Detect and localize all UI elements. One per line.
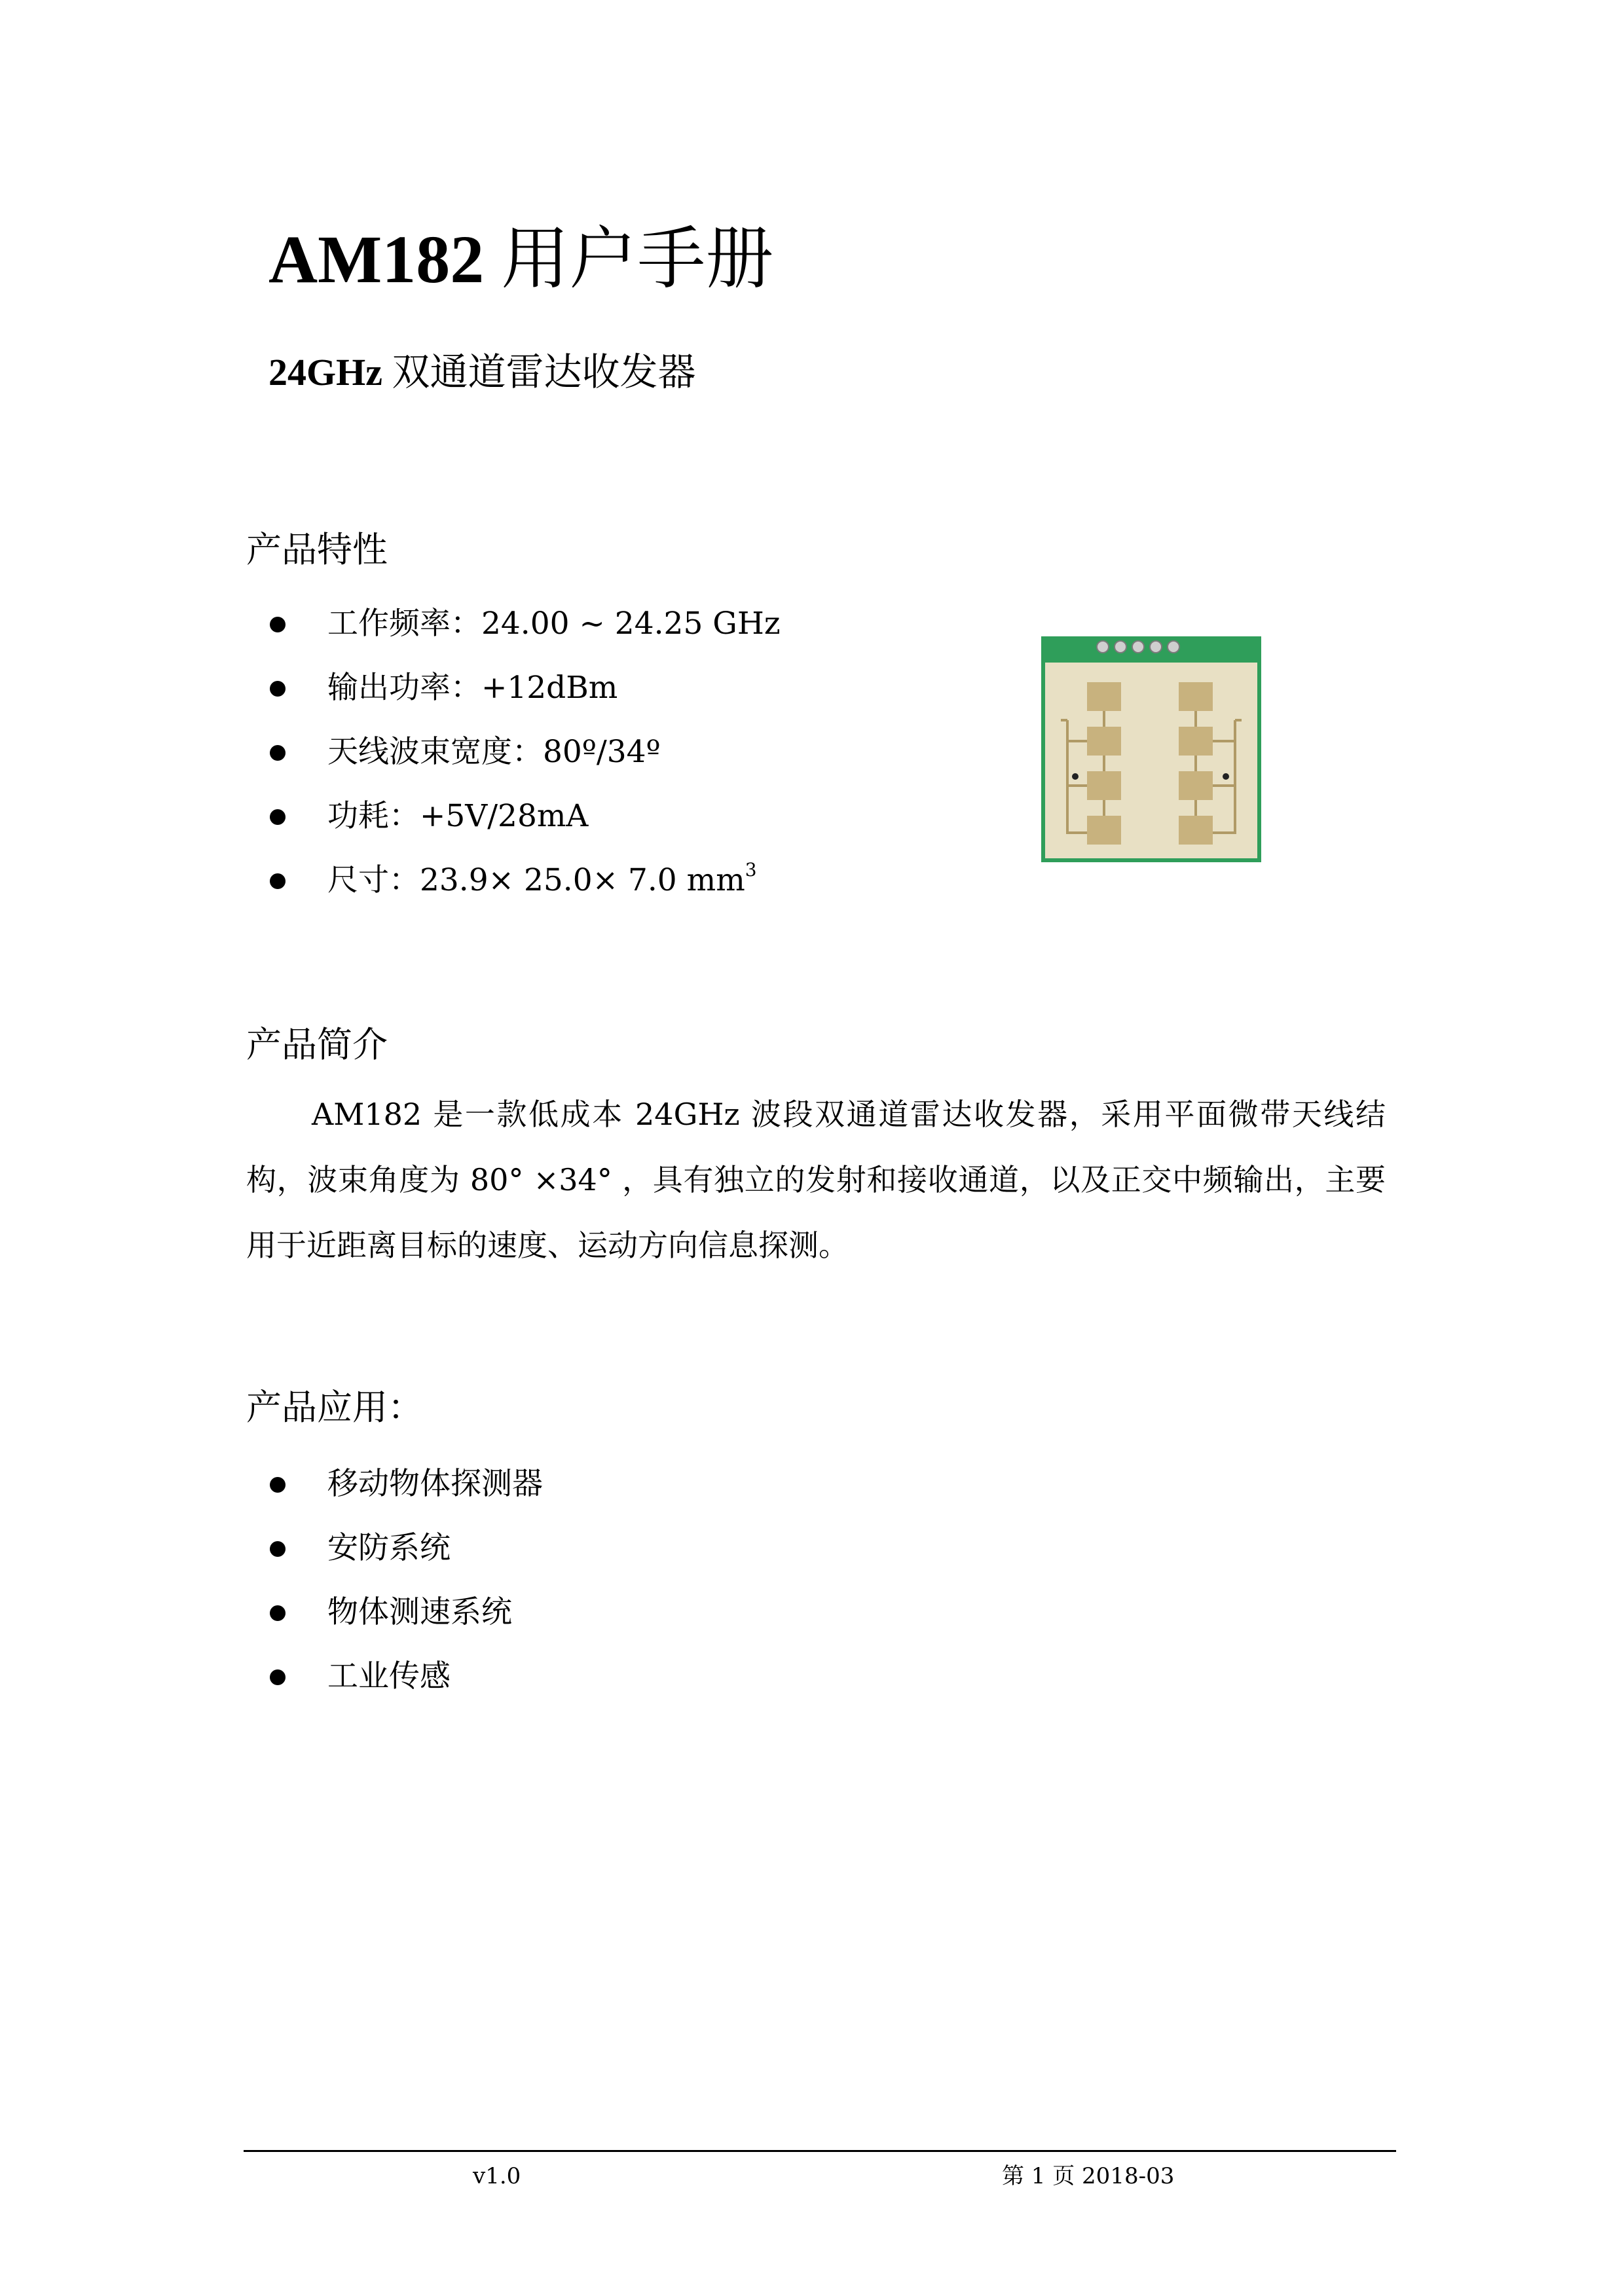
subtitle-description: 双通道雷达收发器: [392, 350, 696, 394]
bullet-icon: [270, 745, 286, 761]
application-text: 物体测速系统: [327, 1594, 512, 1630]
application-text: 安防系统: [327, 1530, 451, 1566]
bullet-icon: [270, 681, 286, 697]
application-text: 工业传感: [327, 1658, 451, 1694]
pcb-antenna-area: [1045, 663, 1257, 858]
bullet-icon: [270, 873, 286, 889]
document-subtitle: [268, 346, 696, 399]
intro-paragraph: AM182 是一款低成本 24GHz 波段双通道雷达收发器，采用平面微带天线结构，波束角度为 80° ×34° ，具有独立的发射和接收通道，以及正交中频输出，主要用于近距离目标的速度、运动方向信息探测。: [246, 1097, 1386, 1263]
radar-module-photo: [1041, 636, 1261, 862]
title-manual: 用户手册: [501, 219, 774, 299]
feature-text: 天线波束宽度：80º/34º: [327, 734, 661, 770]
application-text: 移动物体探测器: [327, 1466, 543, 1502]
bullet-icon: [270, 809, 286, 825]
via-left: [1072, 773, 1079, 780]
bullet-icon: [270, 1541, 286, 1557]
feature-text: 功耗：+5V/28mA: [327, 798, 589, 834]
feature-text-dimensions: [327, 848, 757, 913]
applications-heading: 产品应用：: [246, 1387, 423, 1428]
bullet-icon: [270, 617, 286, 632]
document-title: [268, 216, 773, 302]
footer-version: v1.0: [473, 2163, 521, 2189]
features-heading: 产品特性: [246, 529, 388, 570]
feature-text: 工作频率：24.00 ~ 24.25 GHz: [327, 606, 781, 642]
bullet-icon: [270, 1605, 286, 1621]
dimensions-exponent: 3: [745, 859, 757, 881]
title-model: AM182: [268, 222, 502, 297]
footer-divider: [244, 2150, 1396, 2152]
via-right: [1223, 773, 1229, 780]
bullet-icon: [270, 1477, 286, 1493]
dimensions-text: 尺寸：23.9× 25.0× 7.0 mm: [327, 862, 745, 898]
feature-text: 输出功率：+12dBm: [327, 670, 618, 706]
bullet-icon: [270, 1669, 286, 1685]
footer-page-date: 第 1 页 2018-03: [1002, 2163, 1175, 2189]
intro-heading: 产品简介: [246, 1024, 388, 1065]
subtitle-frequency: 24GHz: [268, 351, 392, 393]
